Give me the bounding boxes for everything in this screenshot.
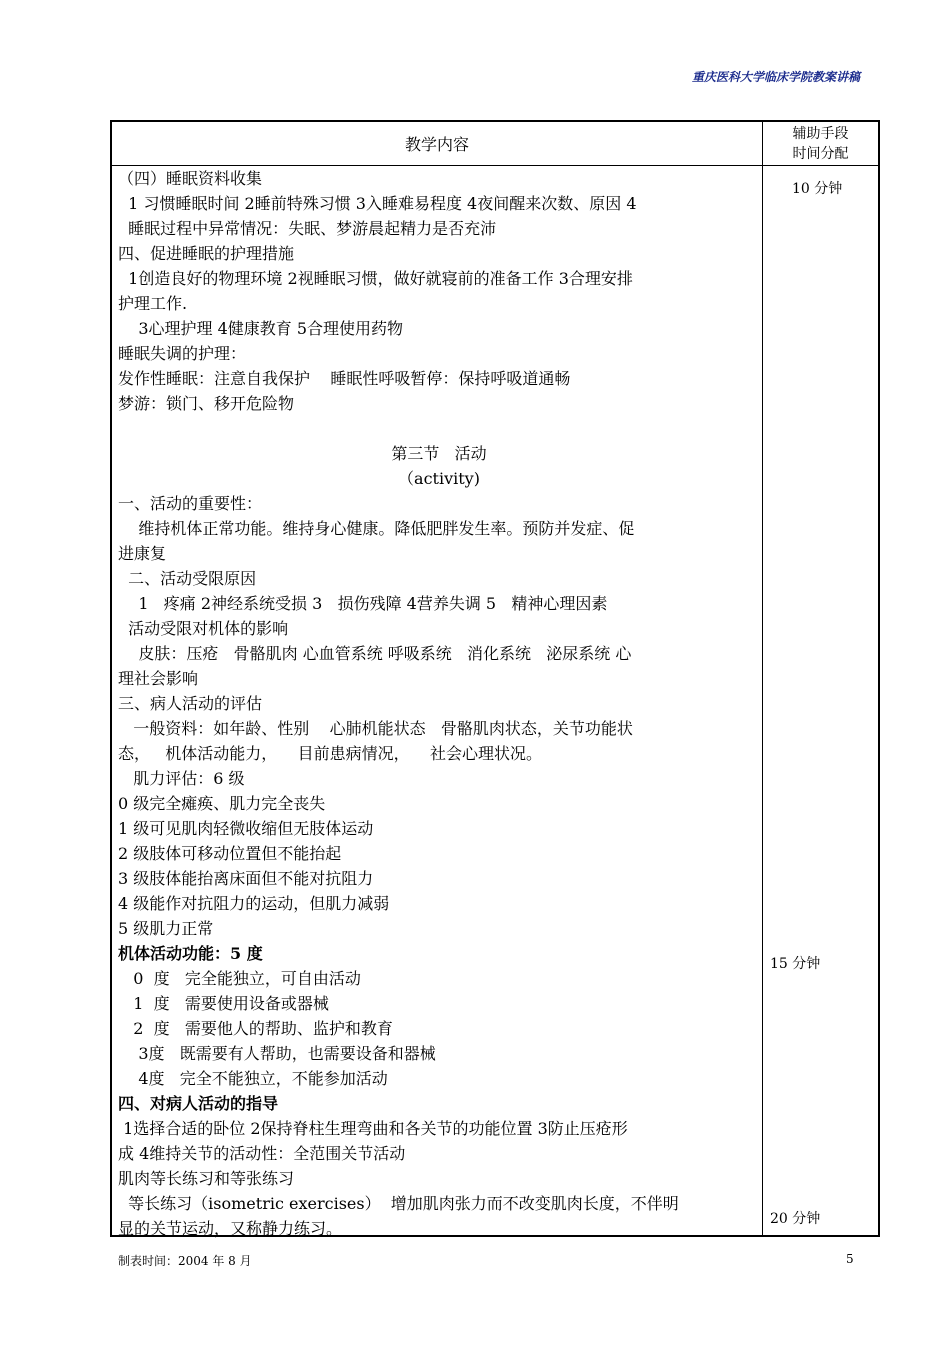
content-line: 2 度 需要他人的帮助、监护和教育 [118, 1019, 393, 1038]
content-line: 二、活动受限原因 [118, 569, 257, 588]
content-line: 等长练习（isometric exercises） 增加肌肉张力而不改变肌肉长度，不伴明 [118, 1194, 679, 1213]
blank-line [118, 416, 760, 441]
content-line: 2 级肢体可移动位置但不能抬起 [118, 844, 342, 863]
content-line: 1 级可见肌肉轻微收缩但无肢体运动 [118, 819, 374, 838]
page-number: 5 [846, 1252, 854, 1266]
aux-column-header [763, 122, 878, 165]
lesson-table [110, 120, 880, 1237]
content-line: 理社会影响 [118, 669, 199, 688]
content-line: 0 级完全瘫痪、肌力完全丧失 [118, 794, 326, 813]
section-title: 第三节 活动 [391, 444, 487, 463]
content-line: 显的关节运动，又称静力练习。 [118, 1219, 343, 1238]
aux-header-line1: 辅助手段 [792, 125, 849, 142]
content-line: 睡眠过程中异常情况：失眠、梦游晨起精力是否充沛 [118, 219, 497, 238]
column-divider [762, 122, 763, 1235]
time-allocation-1: 10 分钟 [792, 181, 843, 197]
content-line: 发作性睡眠：注意自我保护 睡眠性呼吸暂停：保持呼吸道通畅 [118, 369, 571, 388]
content-line: 1 习惯睡眠时间 2睡前特殊习惯 3入睡难易程度 4夜间醒来次数、原因 4 [118, 194, 637, 213]
content-line: 1选择合适的卧位 2保持脊柱生理弯曲和各关节的功能位置 3防止压疮形 [118, 1119, 628, 1138]
content-line: 护理工作. [118, 294, 188, 313]
aux-header-line2: 时间分配 [792, 145, 849, 162]
content-line: 梦游：锁门、移开危险物 [118, 394, 295, 413]
content-line: 态， 机体活动能力， 目前患病情况， 社会心理状况。 [118, 744, 542, 763]
content-line: 维持机体正常功能。维持身心健康。降低肥胖发生率。预防并发症、促 [118, 519, 635, 538]
content-line: 3度 既需要有人帮助，也需要设备和器械 [118, 1044, 436, 1063]
content-line: 4 级能作对抗阻力的运动，但肌力减弱 [118, 894, 390, 913]
teaching-content [118, 166, 760, 1241]
content-line: 皮肤：压疮 骨骼肌肉 心血管系统 呼吸系统 消化系统 泌尿系统 心 [118, 644, 632, 663]
content-line: 一般资料：如年龄、性别 心肺机能状态 骨骼肌肉状态，关节功能状 [118, 719, 633, 738]
content-line: 四、促进睡眠的护理措施 [118, 244, 295, 263]
section-subtitle: （activity) [398, 469, 480, 488]
content-line: 睡眠失调的护理： [118, 344, 247, 363]
content-line: 1创造良好的物理环境 2视睡眠习惯，做好就寝前的准备工作 3合理安排 [118, 269, 633, 288]
header-brand: 重庆医科大学临床学院教案讲稿 [691, 70, 860, 84]
content-line: 肌肉等长练习和等张练习 [118, 1169, 295, 1188]
content-line: 0 度 完全能独立，可自由活动 [118, 969, 361, 988]
content-line: 4度 完全不能独立，不能参加活动 [118, 1069, 388, 1088]
content-line: 进康复 [118, 544, 167, 563]
content-line: 活动受限对机体的影响 [118, 619, 289, 638]
content-line: 一、活动的重要性： [118, 494, 263, 513]
content-column-header: 教学内容 [404, 135, 469, 154]
content-line: 3 级肢体能抬离床面但不能对抗阻力 [118, 869, 374, 888]
bold-heading: 四、对病人活动的指导 [118, 1094, 279, 1113]
content-line: 三、病人活动的评估 [118, 694, 263, 713]
content-line: 肌力评估：6 级 [118, 769, 245, 788]
time-allocation-2: 15 分钟 [770, 956, 821, 972]
content-line: （四）睡眠资料收集 [118, 169, 263, 188]
time-allocation-3: 20 分钟 [770, 1211, 821, 1227]
content-line: 1 疼痛 2神经系统受损 3 损伤残障 4营养失调 5 精神心理因素 [118, 594, 608, 613]
content-line: 3心理护理 4健康教育 5合理使用药物 [118, 319, 404, 338]
content-line: 5 级肌力正常 [118, 919, 214, 938]
bold-heading: 机体活动功能：5 度 [118, 944, 263, 963]
content-line: 成 4维持关节的活动性：全范围关节活动 [118, 1144, 406, 1163]
footer-date: 制表时间：2004 年 8 月 [118, 1254, 252, 1268]
content-line: 1 度 需要使用设备或器械 [118, 994, 329, 1013]
